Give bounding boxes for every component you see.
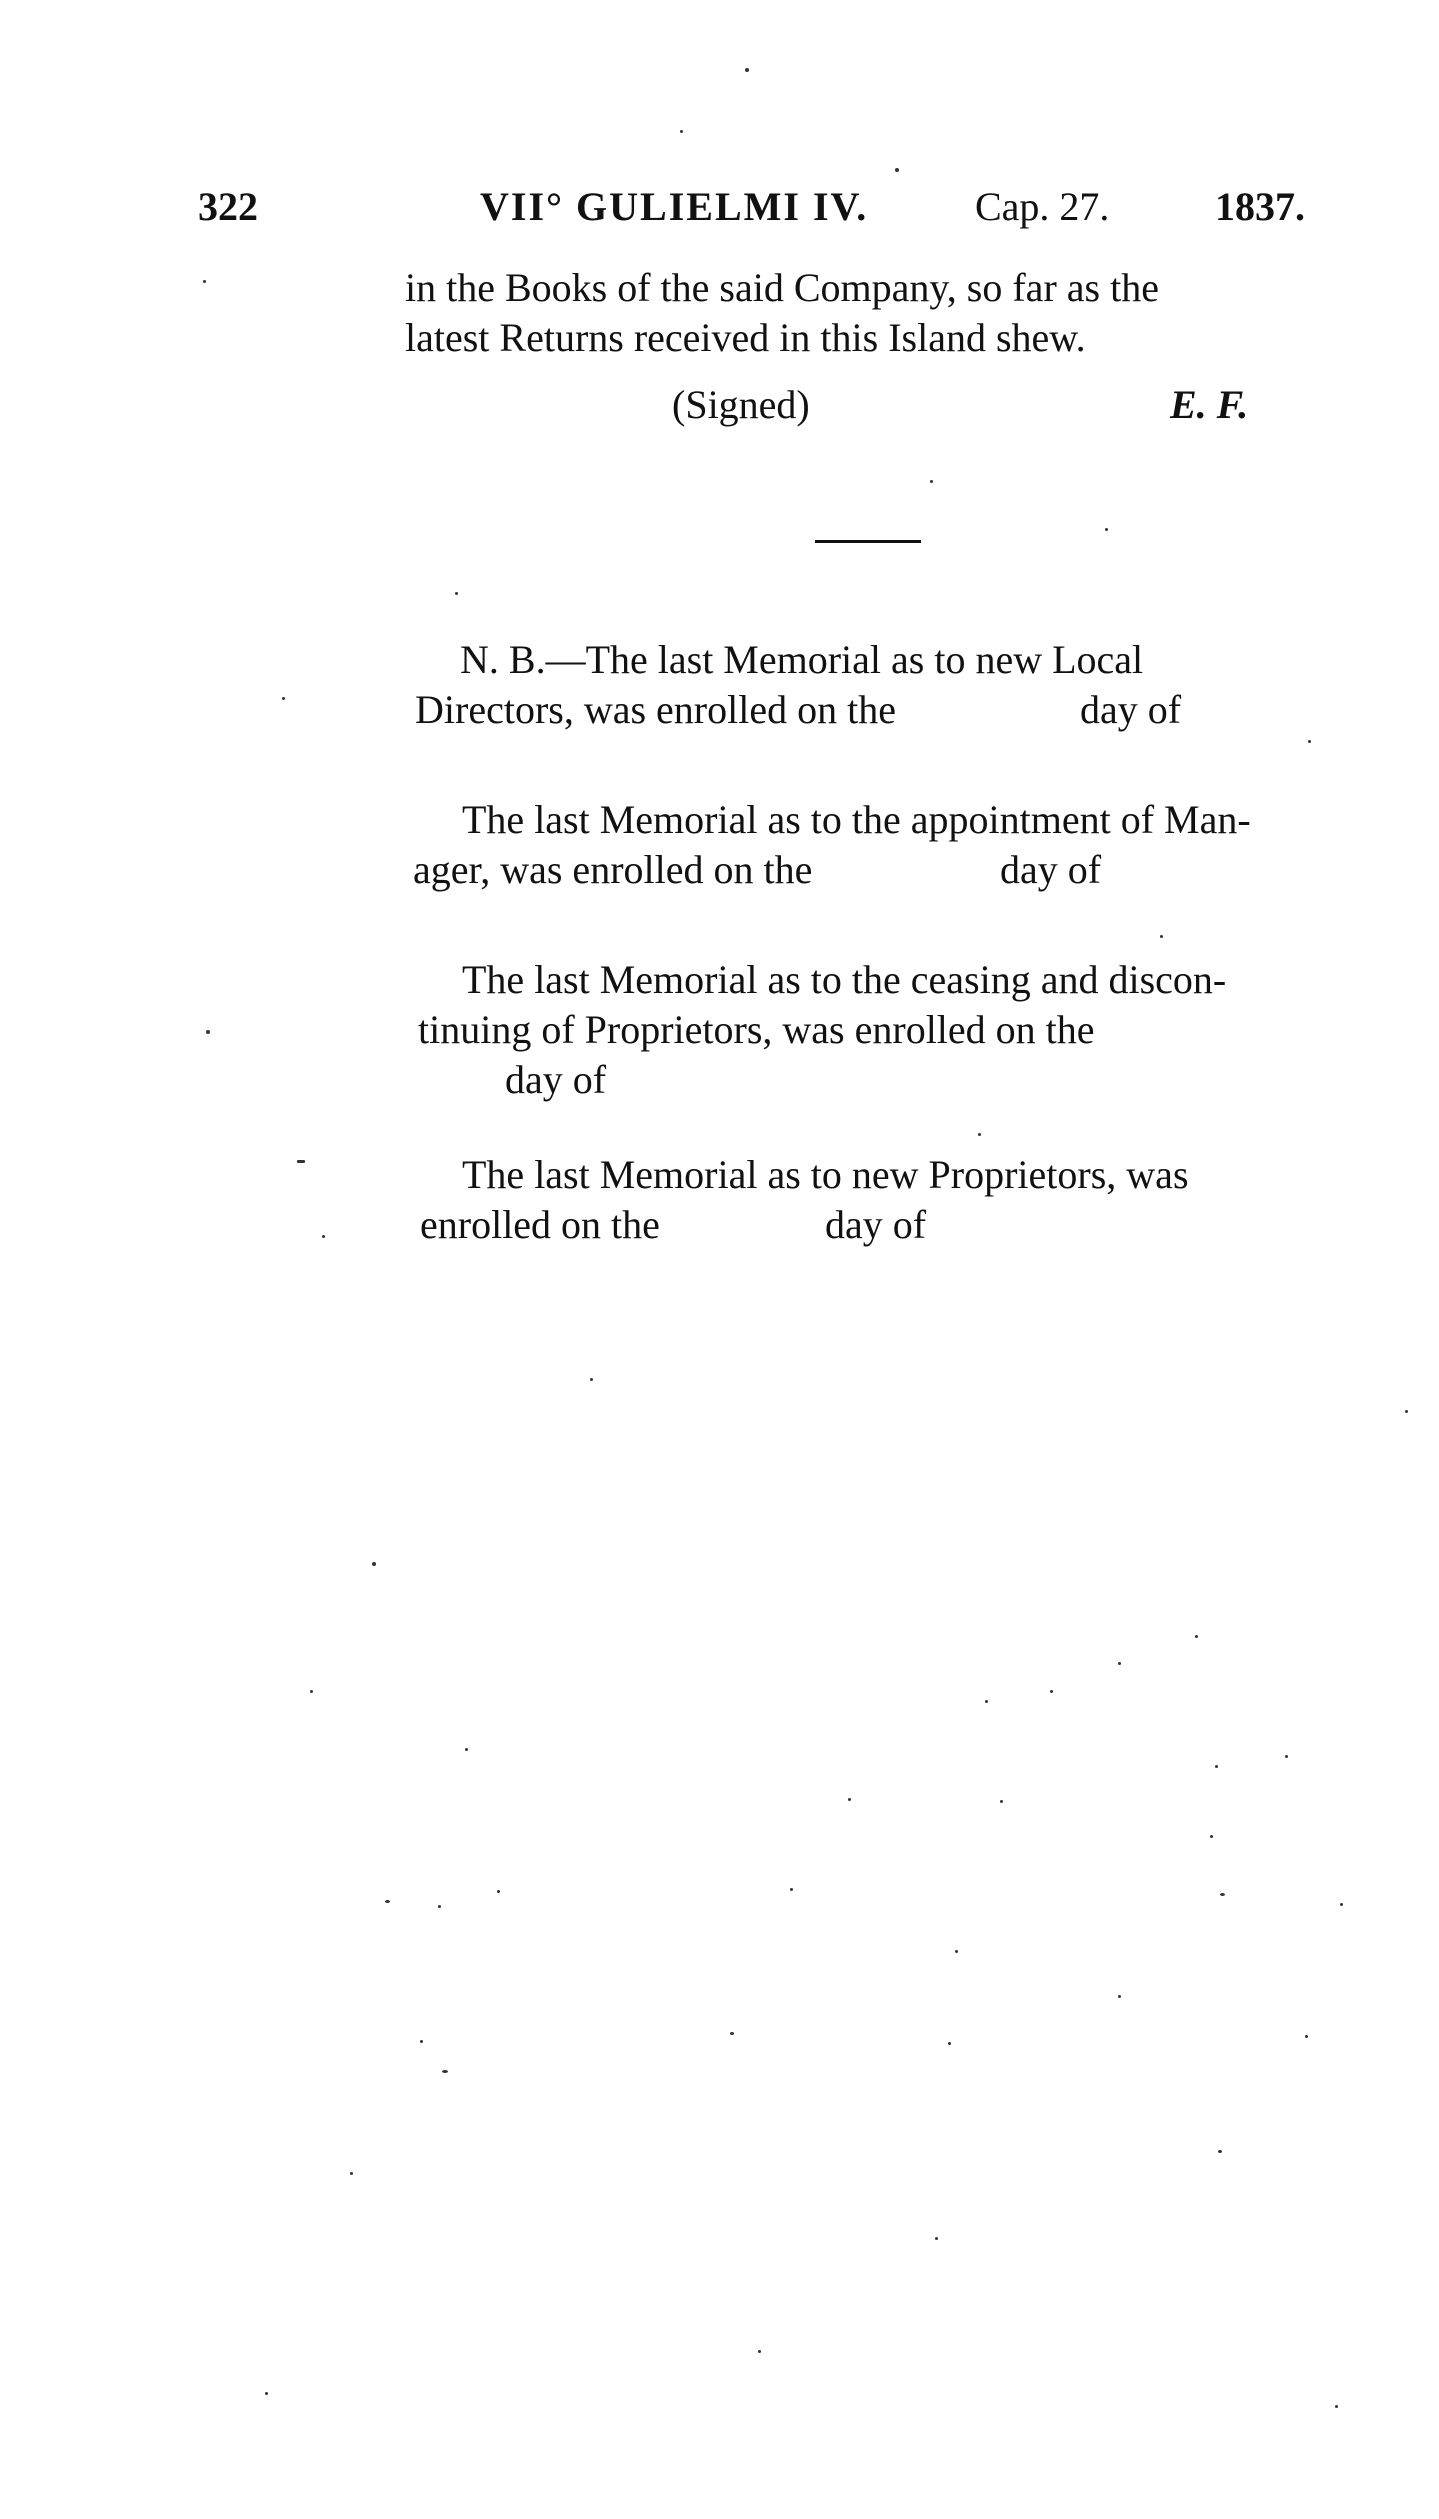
- speck: [420, 2040, 423, 2043]
- speck: [372, 1562, 376, 1566]
- note-1-line-1: N. B.—The last Memorial as to new Local: [460, 637, 1144, 682]
- note-2-line-2: ager, was enrolled on the: [413, 847, 813, 892]
- speck: [497, 1890, 500, 1893]
- speck: [438, 1905, 441, 1908]
- note-2-day-of: day of: [1000, 847, 1102, 892]
- signed-label: (Signed): [672, 382, 810, 427]
- signature-initials: E. F.: [1170, 382, 1249, 427]
- speck: [985, 1700, 988, 1703]
- speck: [935, 2237, 938, 2240]
- speck: [1215, 1765, 1218, 1768]
- speck: [1305, 2035, 1308, 2038]
- speck: [265, 2392, 268, 2395]
- speck: [310, 1690, 313, 1693]
- note-4-line-1: The last Memorial as to new Proprietors, was: [462, 1152, 1189, 1197]
- speck: [282, 697, 285, 700]
- speck: [1118, 1662, 1121, 1665]
- speck: [1105, 528, 1108, 531]
- section-divider: [815, 540, 921, 543]
- speck: [930, 480, 933, 483]
- speck: [1285, 1755, 1288, 1758]
- year-label: 1837.: [1215, 184, 1305, 229]
- speck: [455, 592, 458, 595]
- speck: [758, 2350, 761, 2353]
- page-number: 322: [198, 184, 258, 229]
- speck: [1000, 1800, 1003, 1803]
- speck: [790, 1888, 793, 1891]
- speck: [745, 68, 749, 72]
- speck: [680, 130, 683, 133]
- speck: [206, 1030, 210, 1034]
- speck: [297, 1160, 305, 1163]
- note-3-line-2: tinuing of Proprietors, was enrolled on the: [418, 1007, 1095, 1052]
- running-title: VII° GULIELMI IV.: [480, 184, 869, 229]
- speck: [1160, 935, 1163, 938]
- note-1-day-of: day of: [1080, 687, 1182, 732]
- speck: [1050, 1690, 1053, 1693]
- note-4-day-of: day of: [825, 1202, 927, 1247]
- speck: [203, 280, 206, 283]
- speck: [1118, 1995, 1121, 1998]
- speck: [385, 1900, 390, 1903]
- opening-line-1: in the Books of the said Company, so far as the: [405, 265, 1159, 310]
- speck: [955, 1950, 958, 1953]
- speck: [322, 1235, 325, 1238]
- speck: [895, 168, 899, 172]
- speck: [730, 2032, 734, 2035]
- note-3-line-1: The last Memorial as to the ceasing and discon-: [462, 957, 1227, 1002]
- speck: [350, 2172, 353, 2175]
- speck: [1340, 1903, 1343, 1906]
- speck: [1405, 1410, 1408, 1413]
- note-3-day-of: day of: [505, 1057, 607, 1102]
- note-4-line-2: enrolled on the: [420, 1202, 660, 1247]
- speck: [848, 1798, 851, 1801]
- opening-line-2: latest Returns received in this Island shew.: [405, 315, 1086, 360]
- speck: [1195, 1635, 1198, 1638]
- speck: [1335, 2405, 1338, 2408]
- chapter-label: Cap. 27.: [975, 184, 1110, 229]
- speck: [1220, 1893, 1225, 1896]
- note-1-line-2: Directors, was enrolled on the: [415, 687, 896, 732]
- note-2-line-1: The last Memorial as to the appointment of Man-: [462, 797, 1251, 842]
- speck: [948, 2042, 951, 2045]
- speck: [442, 2070, 448, 2073]
- speck: [590, 1378, 593, 1381]
- speck: [1308, 740, 1311, 743]
- speck: [465, 1748, 468, 1751]
- speck: [978, 1133, 981, 1136]
- speck: [1218, 2150, 1222, 2153]
- speck: [1210, 1835, 1213, 1838]
